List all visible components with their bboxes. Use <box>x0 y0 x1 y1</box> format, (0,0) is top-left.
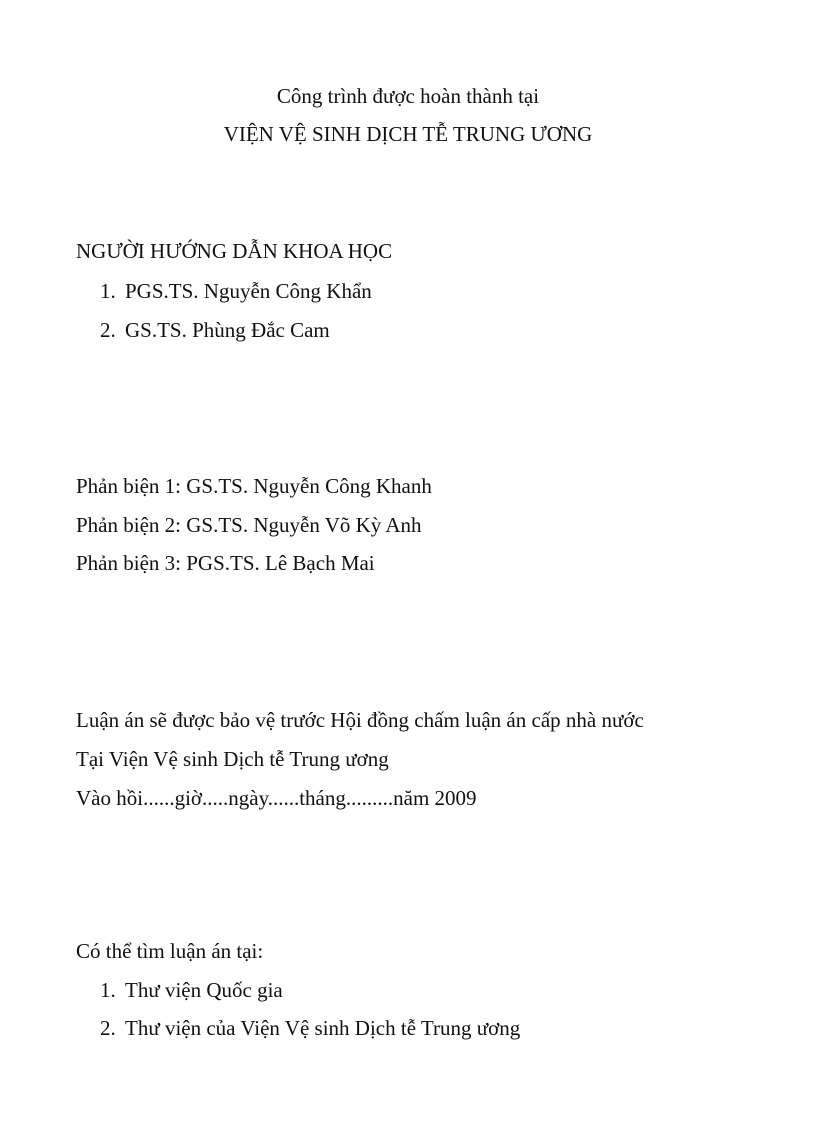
list-number: 2. <box>100 318 116 342</box>
availability-heading: Có thể tìm luận án tại: <box>76 939 264 963</box>
defense-location: Tại Viện Vệ sinh Dịch tễ Trung ương <box>76 747 389 771</box>
institute-name: VIỆN VỆ SINH DỊCH TỄ TRUNG ƯƠNG <box>223 122 593 146</box>
library-item <box>100 980 283 1001</box>
list-number: 2. <box>100 1016 116 1040</box>
library-name: Thư viện của Viện Vệ sinh Dịch tễ Trung ương <box>125 1016 521 1040</box>
supervisor-item <box>100 320 330 341</box>
defense-time: Vào hồi......giờ.....ngày......tháng.........năm 2009 <box>76 786 477 810</box>
defense-statement: Luận án sẽ được bảo vệ trước Hội đồng chấm luận án cấp nhà nước <box>76 708 644 732</box>
supervisor-name: PGS.TS. Nguyễn Công Khẩn <box>125 279 372 303</box>
library-item <box>100 1018 520 1039</box>
reviewer-1: Phản biện 1: GS.TS. Nguyễn Công Khanh <box>76 474 432 498</box>
library-name: Thư viện Quốc gia <box>125 978 283 1002</box>
supervisor-item <box>100 281 372 302</box>
completion-statement: Công trình được hoàn thành tại <box>276 84 540 108</box>
reviewer-2: Phản biện 2: GS.TS. Nguyễn Võ Kỳ Anh <box>76 513 422 537</box>
reviewer-3: Phản biện 3: PGS.TS. Lê Bạch Mai <box>76 551 375 575</box>
list-number: 1. <box>100 978 116 1002</box>
supervisors-heading: NGƯỜI HƯỚNG DẪN KHOA HỌC <box>76 239 393 263</box>
supervisor-name: GS.TS. Phùng Đắc Cam <box>125 318 330 342</box>
list-number: 1. <box>100 279 116 303</box>
